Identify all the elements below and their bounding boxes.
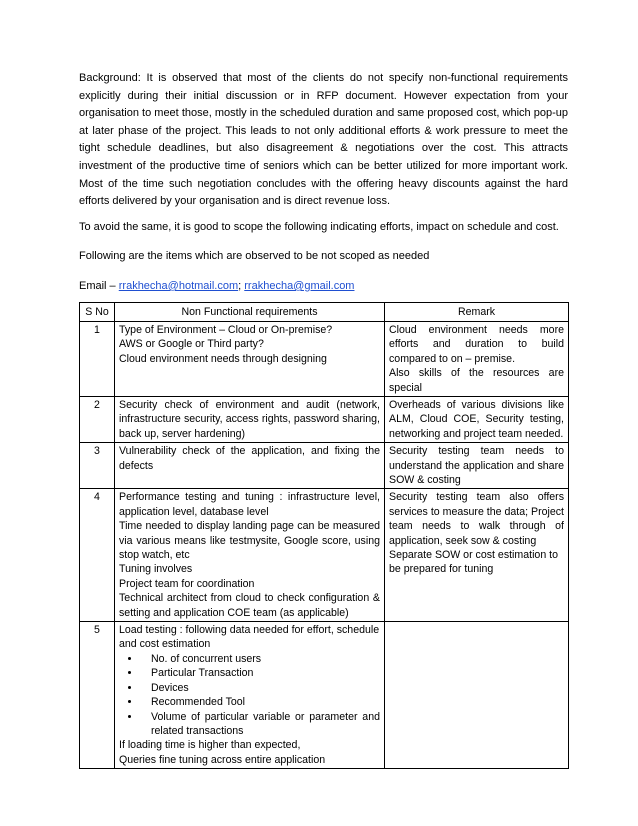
email-line: [79, 278, 568, 296]
row-requirement: [115, 489, 385, 622]
row-remark: [385, 622, 569, 769]
requirement-line: Tuning involves: [119, 563, 193, 576]
requirement-line: Security check of environment and audit (network, infrastructure security, access rights, password sharing, back up, server hardening): [119, 398, 380, 440]
list-item: • Particular Transaction: [141, 666, 380, 680]
row-remark: [385, 396, 569, 442]
remark-line: Also skills of the resources are special: [389, 367, 564, 394]
email-label: Email –: [79, 279, 119, 292]
requirement-line: Time needed to display landing page can be measured via various means like testmysite, Google score, using stop watch, etc: [119, 520, 380, 562]
table-header-row: [80, 302, 569, 321]
background-paragraph: Background: It is observed that most of the clients do not specify non-functional requirements explicitly during their initial discussion or in RFP document. However expectation from your organisation to meet those, mostly in the scheduled duration and same proposed cost, which pop-up at later phase of the project. This leads to not only additional efforts & work pressure to meet the tight schedule deadlines, but also disagreement & negotiations over the cost. This attracts investment of the productive time of seniors which can be better utilized for more important work. Most of the time such negotiation concludes with the offering heavy discounts against the hard efforts delivered by your organisation and is direct revenue loss.: [79, 72, 568, 208]
row-requirement: [115, 443, 385, 489]
header-requirements: Non Functional requirements: [115, 302, 385, 321]
list-item: • No. of concurrent users: [141, 652, 380, 666]
requirement-line: If loading time is higher than expected,: [119, 739, 301, 752]
requirement-line: Technical architect from cloud to check configuration & setting and application COE team (as applicable): [119, 592, 380, 619]
table-row: [80, 622, 569, 769]
document-page: [79, 70, 568, 769]
table-row: [80, 443, 569, 489]
row-sno: 3: [80, 443, 115, 489]
requirement-line: Project team for coordination: [119, 577, 255, 590]
row-requirement: [115, 321, 385, 396]
row-remark: [385, 489, 569, 622]
requirement-line: Queries fine tuning across entire application: [119, 753, 326, 766]
email-link-hotmail[interactable]: rrakhecha@hotmail.com: [118, 279, 239, 292]
table-row: [80, 396, 569, 442]
requirement-line: AWS or Google or Third party?: [119, 338, 264, 351]
requirement-intro: Load testing : following data needed for effort, schedule and cost estimation: [119, 624, 380, 651]
row-requirement: [115, 396, 385, 442]
remark-line: Separate SOW or cost estimation to be prepared for tuning: [389, 549, 558, 576]
avoid-paragraph: To avoid the same, it is good to scope the following indicating efforts, impact on schedule and cost.: [79, 220, 559, 233]
remark-line: Overheads of various divisions like ALM, Cloud COE, Security testing, networking and project team needed.: [389, 398, 564, 440]
email-separator: ;: [238, 279, 245, 292]
requirement-line: Cloud environment needs through designing: [119, 352, 327, 365]
requirement-line: Performance testing and tuning : infrastructure level, application level, database level: [119, 491, 380, 518]
load-testing-bullet-list: [119, 652, 380, 738]
remark-line: Security testing team also offers services to measure the data; Project team needs to walk through of application, seek sow & costing: [389, 491, 564, 547]
remark-line: Cloud environment needs more efforts and duration to build compared to on – premise.: [389, 323, 564, 365]
list-item: • Recommended Tool: [141, 695, 380, 709]
row-requirement: [115, 622, 385, 769]
row-remark: [385, 321, 569, 396]
table-row: [80, 321, 569, 396]
remark-line: Security testing team needs to understand the application and share SOW & costing: [389, 445, 564, 486]
row-sno: 4: [80, 489, 115, 622]
header-sno: S No: [80, 302, 115, 321]
table-row: [80, 489, 569, 622]
header-remark: Remark: [385, 302, 569, 321]
row-sno: 1: [80, 321, 115, 396]
requirement-line: Type of Environment – Cloud or On-premise?: [119, 323, 333, 336]
list-item: • Devices: [141, 681, 380, 695]
row-sno: 5: [80, 622, 115, 769]
list-item: • Volume of particular variable or parameter and related transactions: [141, 710, 380, 739]
row-remark: [385, 443, 569, 489]
nfr-table: [79, 302, 569, 770]
following-paragraph: Following are the items which are observed to be not scoped as needed: [79, 250, 430, 263]
row-sno: 2: [80, 396, 115, 442]
email-link-gmail[interactable]: rrakhecha@gmail.com: [244, 279, 355, 292]
requirement-line: Vulnerability check of the application, and fixing the defects: [119, 445, 380, 472]
